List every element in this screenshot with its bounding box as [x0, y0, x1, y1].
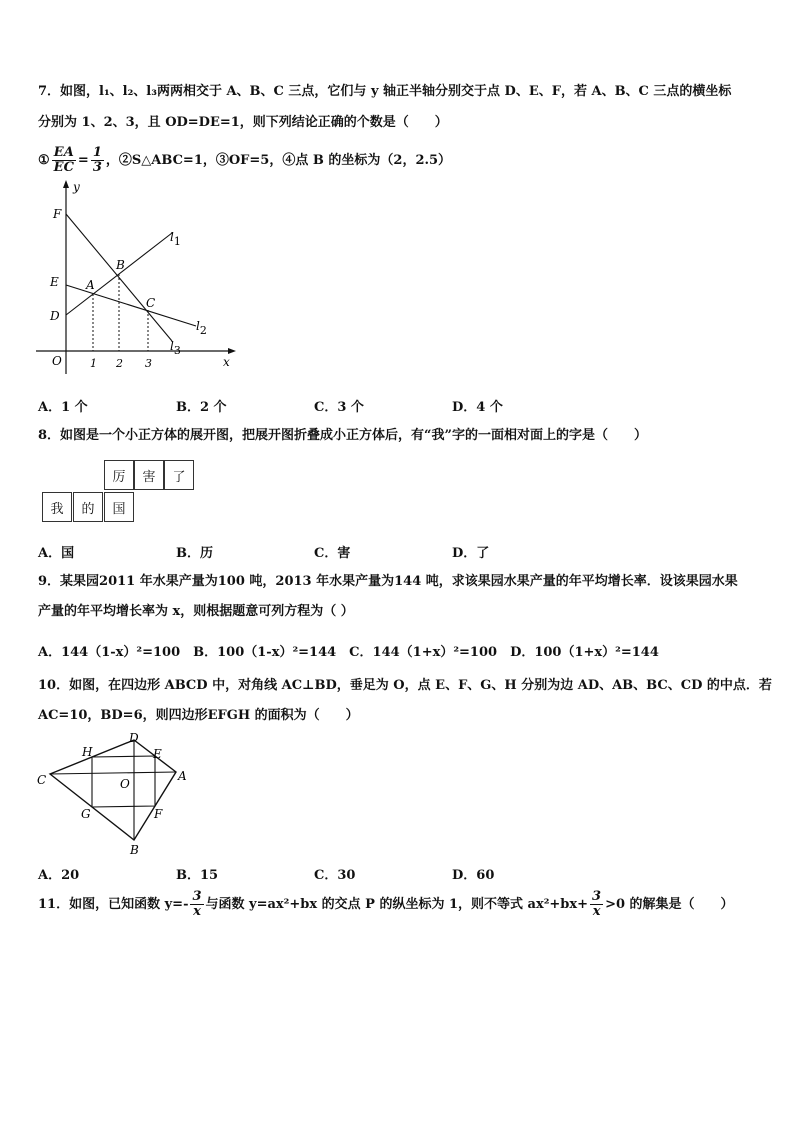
3-over-x-fraction: $\frac{3}{x}$	[592, 889, 602, 920]
label-f: F	[53, 207, 62, 221]
q11-text: 11．如图，已知函数 y=- $\frac{3}{x}$ 与函数 y=ax²+bx 的交点 P 的纵坐标为 1，则不等式 ax²+bx+ $\frac{3}{x}$ >0 的解集是（ ）	[38, 889, 734, 920]
tick-1: 1	[90, 357, 97, 370]
q10-line1: 10．如图，在四边形 ABCD 中，对角线 AC⊥BD，垂足为 O，点 E、F、G、H 分别为边 AD、AB、BC、CD 的中点．若	[38, 678, 772, 693]
q7-option-d[interactable]: D．4 个	[452, 400, 503, 415]
label-l3: l3	[170, 339, 181, 357]
x-axis-arrow	[228, 348, 236, 354]
q7-option-a[interactable]: A．1 个	[38, 400, 88, 415]
q10-option-b[interactable]: B．15	[176, 868, 219, 883]
q7-statements: ① $\frac{EA}{EC}$ = $\frac{1}{3}$ ，②S△ABC=1，③OF=5，④点 B 的坐标为（2，2.5）	[38, 145, 452, 176]
y-axis-arrow	[63, 180, 69, 188]
q10-line2: AC=10，BD=6，则四边形EFGH 的面积为（ ）	[38, 708, 359, 723]
label-d: D	[50, 309, 60, 323]
net-cell-bottom-1: 我	[42, 492, 72, 522]
label-y: y	[73, 180, 80, 194]
label-b: B	[116, 258, 125, 272]
net-cell-top-2: 害	[134, 460, 164, 490]
fig-label-b: B	[130, 843, 139, 857]
q9-line2: 产量的年平均增长率为 x，则根据题意可列方程为（ ）	[38, 604, 354, 619]
cube-net	[42, 460, 202, 526]
net-cell-top-1: 厉	[104, 460, 134, 490]
q7-option-b[interactable]: B．2 个	[176, 400, 227, 415]
tick-2: 2	[116, 357, 123, 370]
label-e: E	[50, 275, 59, 289]
q7-coordinate-graph	[30, 178, 240, 378]
statement-1-marker: ①	[38, 153, 50, 168]
net-cell-top-3: 了	[164, 460, 194, 490]
q9-options[interactable]: A．144（1-x）²=100 B．100（1-x）²=144 C．144（1+x）²=100 D．100（1+x）²=144	[38, 645, 659, 660]
neg-3-over-x-fraction: $\frac{3}{x}$	[192, 889, 202, 920]
one-third-fraction: $\frac{1}{3}$	[92, 145, 102, 176]
label-a: A	[86, 278, 95, 292]
fig-label-a: A	[178, 769, 187, 783]
label-o: O	[52, 354, 62, 368]
q8-option-c[interactable]: C．害	[314, 546, 351, 561]
statements-rest: ，②S△ABC=1，③OF=5，④点 B 的坐标为（2，2.5）	[105, 153, 452, 168]
fig-label-h: H	[82, 745, 93, 759]
q7-line1: 7．如图，l₁、l₂、l₃两两相交于 A、B、C 三点，它们与 y 轴正半轴分别交于点 D、E、F，若 A、B、C 三点的横坐标	[38, 84, 732, 99]
q7-line2: 分别为 1、2、3，且 OD=DE=1，则下列结论正确的个数是（ ）	[38, 115, 448, 130]
q7-option-c[interactable]: C．3 个	[314, 400, 364, 415]
label-x: x	[223, 355, 230, 369]
label-l2: l2	[196, 319, 207, 337]
q8-option-a[interactable]: A．国	[38, 546, 75, 561]
q10-option-a[interactable]: A．20	[38, 868, 80, 883]
q8-text: 8．如图是一个小正方体的展开图，把展开图折叠成小正方体后，有“我”字的一面相对面上的字是（ ）	[38, 428, 648, 443]
fig-label-g: G	[81, 807, 91, 821]
fig-label-d: D	[129, 731, 139, 745]
line-l3	[66, 214, 172, 341]
diagonal-ac	[50, 772, 176, 774]
q8-option-d[interactable]: D．了	[452, 546, 490, 561]
fig-label-c: C	[37, 773, 47, 787]
q10-option-c[interactable]: C．30	[314, 868, 356, 883]
fig-label-e: E	[153, 747, 162, 761]
tick-3: 3	[145, 357, 152, 370]
net-cell-bottom-2: 的	[73, 492, 103, 522]
q10-quadrilateral-figure	[32, 730, 202, 858]
q10-option-d[interactable]: D．60	[452, 868, 495, 883]
label-l1: l1	[170, 230, 181, 248]
fig-label-f: F	[154, 807, 163, 821]
fig-label-o: O	[120, 777, 130, 791]
q8-option-b[interactable]: B．历	[176, 546, 213, 561]
ea-over-ec-fraction: $\frac{EA}{EC}$	[53, 145, 74, 176]
q9-line1: 9．某果园2011 年水果产量为100 吨，2013 年水果产量为144 吨，求该果园水果产量的年平均增长率．设该果园水果	[38, 574, 738, 589]
net-cell-bottom-3: 国	[104, 492, 134, 522]
label-c: C	[146, 296, 156, 310]
